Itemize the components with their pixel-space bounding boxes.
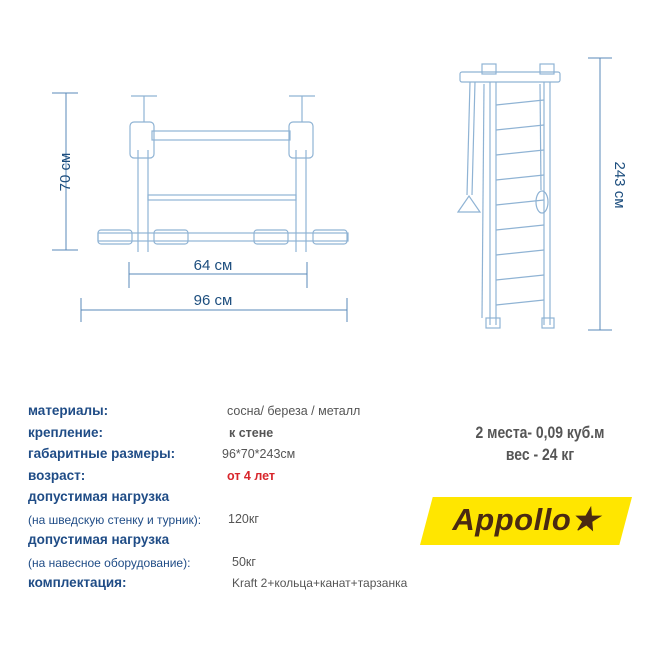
packaging-volume: 2 места- 0,09 куб.м (475, 423, 605, 442)
star-icon: ★ (571, 502, 600, 537)
pullup-bar-drawing (98, 96, 348, 252)
wall-bars-drawing (458, 64, 560, 328)
spec-label-mounting: крепление: (28, 425, 104, 440)
spec-value-mounting: к стене (229, 426, 274, 440)
spec-value-kit: Kraft 2+кольца+канат+тарзанка (232, 576, 408, 590)
packaging-weight: вес - 24 кг (505, 445, 575, 464)
spec-value-load-wall: 120кг (228, 512, 259, 526)
spec-label-kit: комплектация: (28, 575, 127, 590)
spec-label-load-equipment: допустимая нагрузка (28, 532, 170, 547)
spec-label-dimensions: габаритные размеры: (28, 446, 176, 461)
height-label: 70 см (57, 152, 74, 192)
spec-label-materials: материалы: (28, 403, 109, 418)
spec-value-age: от 4 лет (227, 469, 276, 483)
brand-logo (420, 497, 632, 545)
brand-name: Appollo (452, 502, 572, 537)
spec-value-dimensions: 96*70*243см (222, 447, 296, 461)
spec-sublabel-load-wall: (на шведскую стенку и турник): (28, 513, 202, 527)
dimension-lines (52, 58, 612, 330)
spec-label-age: возраст: (28, 468, 86, 483)
spec-value-load-equipment: 50кг (232, 555, 256, 569)
wall-height-label: 243 см (611, 161, 628, 209)
spec-value-materials: сосна/ береза / металл (227, 404, 361, 418)
inner-width-label: 64 см (193, 257, 233, 274)
spec-label-load-wall: допустимая нагрузка (28, 489, 170, 504)
rungs (496, 100, 544, 305)
outer-width-label: 96 см (193, 292, 233, 309)
spec-sublabel-load-equipment: (на навесное оборудование): (28, 556, 191, 570)
